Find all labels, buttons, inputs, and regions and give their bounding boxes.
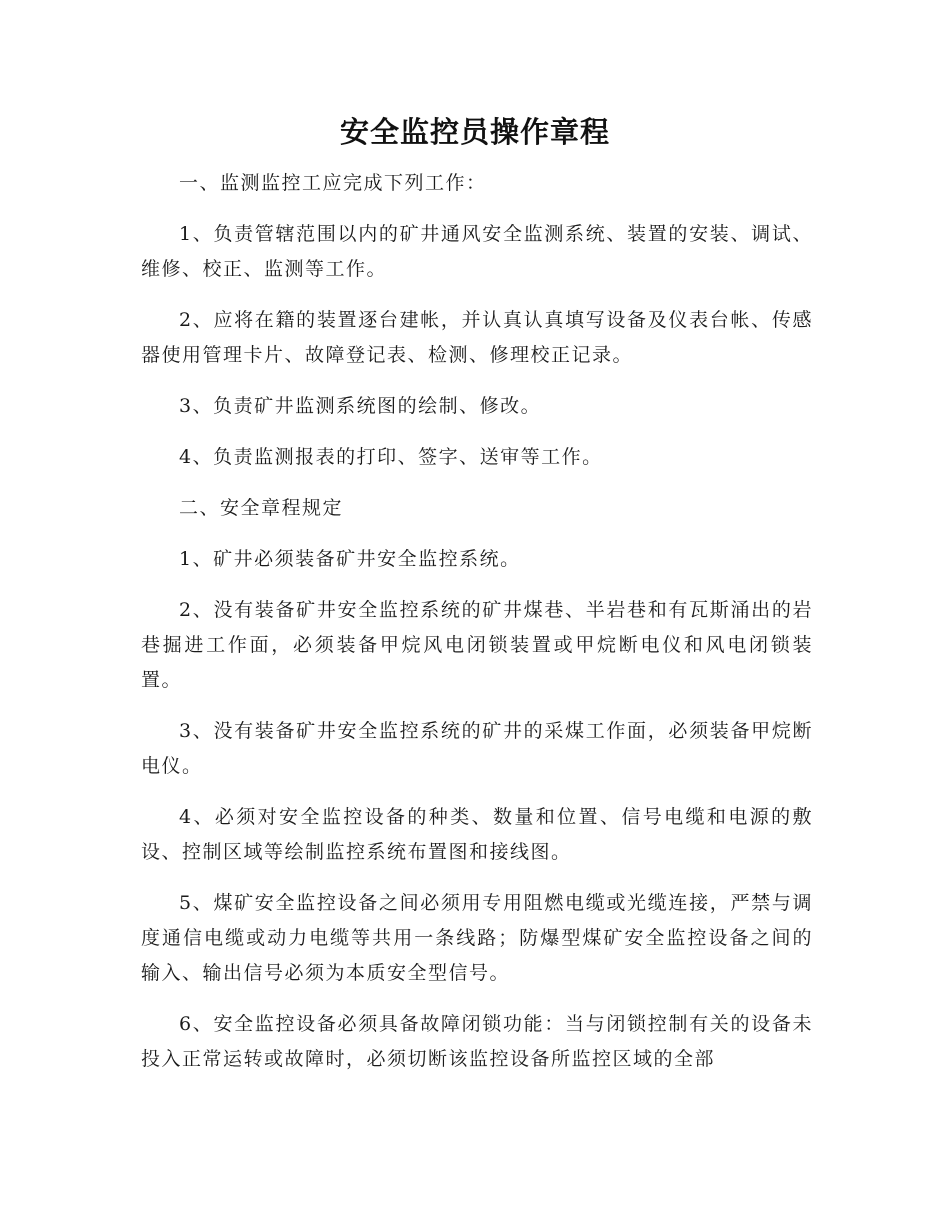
paragraph-item: 2、没有装备矿井安全监控系统的矿井煤巷、半岩巷和有瓦斯涌出的岩巷掘进工作面，必须装备甲烷风电闭锁装置或甲烷断电仪和风电闭锁装置。 <box>141 599 813 691</box>
paragraph-item: 3、负责矿井监测系统图的绘制、修改。 <box>179 395 542 417</box>
paragraph-item: 3、没有装备矿井安全监控系统的矿井的采煤工作面，必须装备甲烷断电仪。 <box>141 720 813 777</box>
paragraph-item: 6、安全监控设备必须具备故障闭锁功能：当与闭锁控制有关的设备未投入正常运转或故障时，必须切断该监控设备所监控区域的全部 <box>141 1013 813 1070</box>
paragraph-section-1-heading: 一、监测监控工应完成下列工作： <box>179 172 487 194</box>
paragraph-item: 1、矿井必须装备矿井安全监控系统。 <box>179 548 521 570</box>
paragraph-item: 1、负责管辖范围以内的矿井通风安全监测系统、装置的安装、调试、维修、校正、监测等工作。 <box>141 223 813 280</box>
paragraph-item: 4、负责监测报表的打印、签字、送审等工作。 <box>179 446 603 468</box>
paragraph-section-2-heading: 二、安全章程规定 <box>179 497 344 519</box>
paragraph-item: 5、煤矿安全监控设备之间必须用专用阻燃电缆或光缆连接，严禁与调度通信电缆或动力电缆等共用一条线路；防爆型煤矿安全监控设备之间的输入、输出信号必须为本质安全型信号。 <box>141 892 813 984</box>
paragraph-item: 2、应将在籍的装置逐台建帐，并认真认真填写设备及仪表台帐、传感器使用管理卡片、故障登记表、检测、修理校正记录。 <box>141 309 813 366</box>
document-title: 安全监控员操作章程 <box>339 115 610 149</box>
paragraph-item: 4、必须对安全监控设备的种类、数量和位置、信号电缆和电源的敷设、控制区域等绘制监控系统布置图和接线图。 <box>141 806 813 863</box>
document-body <box>141 166 813 1093</box>
